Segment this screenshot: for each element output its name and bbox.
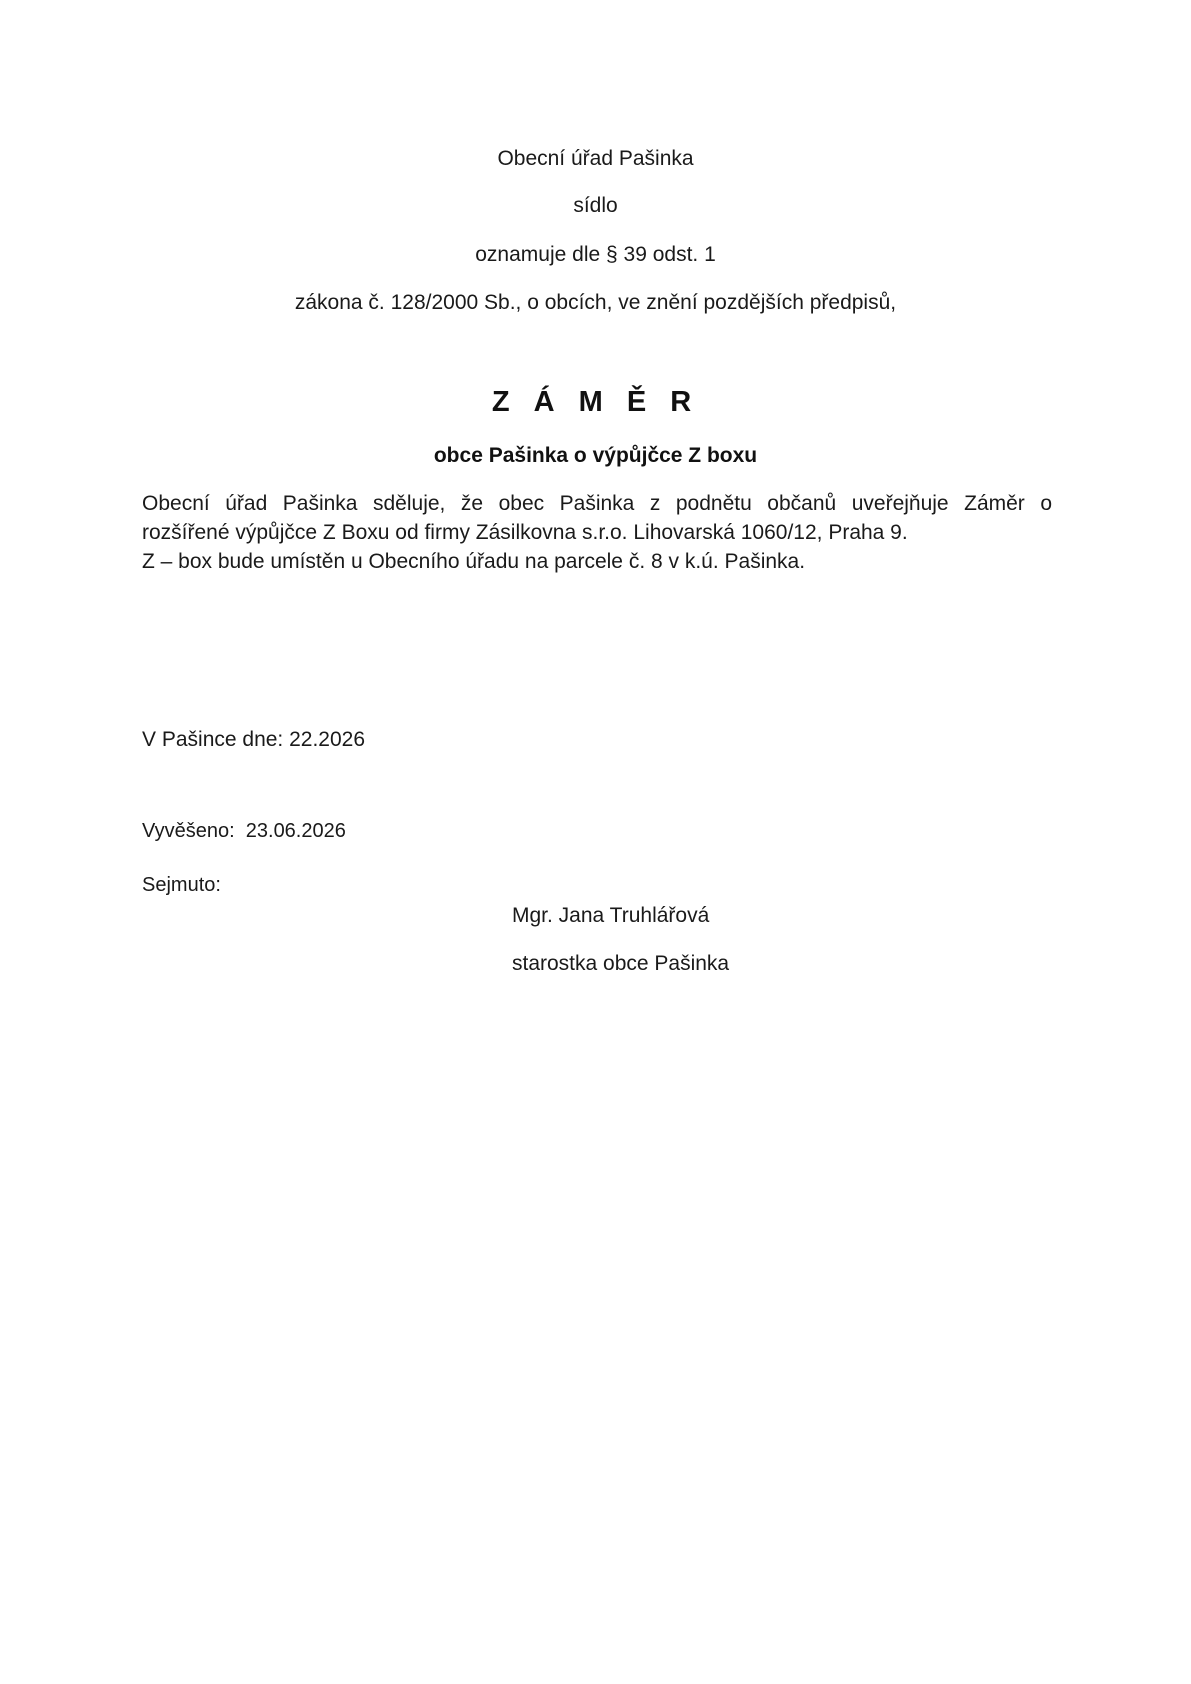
- body-line-3: Z – box bude umístěn u Obecního úřadu na parcele č. 8 v k.ú. Pašinka.: [142, 550, 806, 573]
- office-name: Obecní úřad Pašinka: [497, 147, 694, 170]
- signatory-role: starostka obce Pašinka: [512, 952, 730, 975]
- document-title: Z Á M Ě R: [491, 386, 700, 418]
- posted-date: Vyvěšeno: 23.06.2026: [142, 820, 346, 842]
- document-subtitle: obce Pašinka o výpůjčce Z boxu: [433, 444, 758, 467]
- body-paragraph: [142, 489, 1052, 576]
- signatory-name: Mgr. Jana Truhlářová: [512, 904, 710, 927]
- announcement-line: oznamuje dle § 39 odst. 1: [475, 243, 716, 266]
- office-seat: sídlo: [573, 194, 618, 217]
- law-reference: zákona č. 128/2000 Sb., o obcích, ve znění pozdějších předpisů,: [294, 291, 897, 314]
- place-and-date: V Pašince dne: 22.2026: [142, 728, 366, 751]
- body-line-2: rozšířené výpůjčce Z Boxu od firmy Zásilkovna s.r.o. Lihovarská 1060/12, Praha 9.: [142, 521, 908, 544]
- removed-date: Sejmuto:: [142, 874, 221, 896]
- body-line-1: Obecní úřad Pašinka sděluje, že obec Pašinka z podnětu občanů uveřejňuje Záměr o: [142, 492, 1052, 515]
